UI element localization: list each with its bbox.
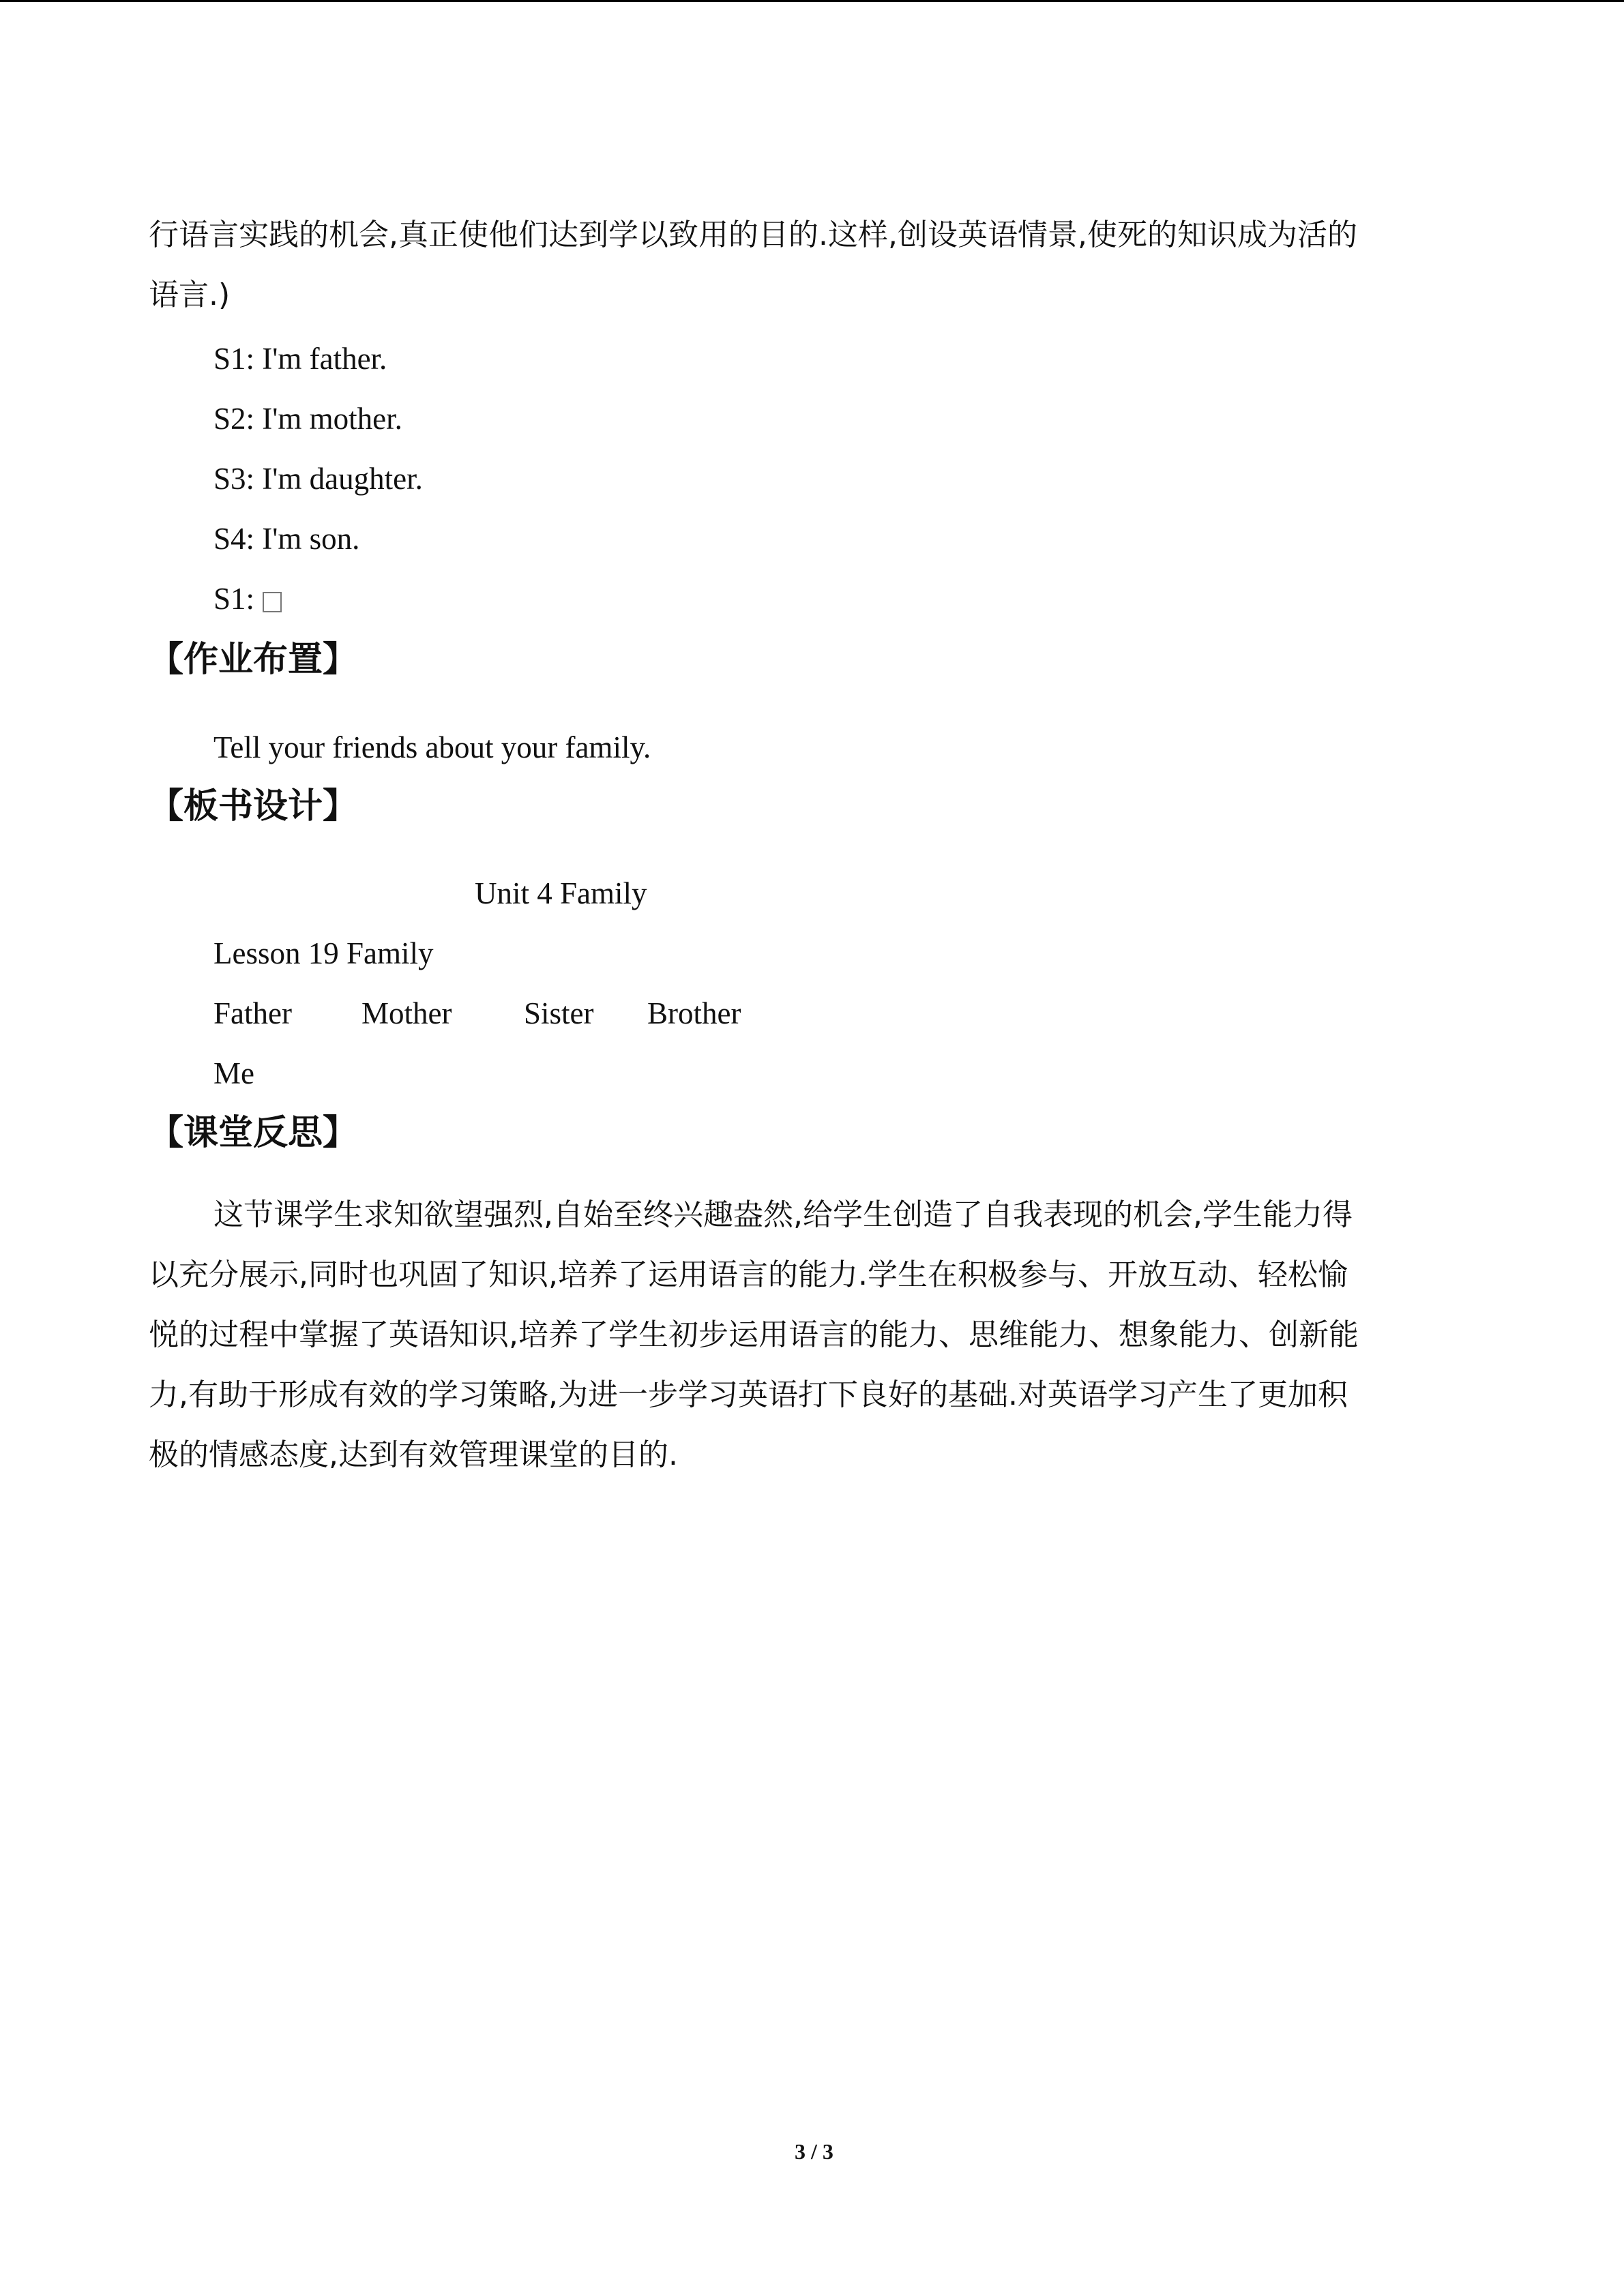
dialogue-line-5 [213, 578, 282, 619]
blank-box-icon [263, 592, 282, 612]
board-word-sister: Sister [524, 996, 594, 1030]
top-border [0, 0, 1624, 2]
dialogue-line-2: S2: I'm mother. [213, 402, 402, 436]
reflection-line-5: 极的情感态度,达到有效管理课堂的目的. [149, 1437, 678, 1472]
intro-line-1: 行语言实践的机会,真正使他们达到学以致用的目的.这样,创设英语情景,使死的知识成为活的 [149, 218, 1357, 252]
board-word-mother: Mother [361, 996, 452, 1030]
homework-text: Tell your friends about your family. [213, 730, 651, 764]
board-unit-title: Unit 4 Family [475, 876, 647, 910]
board-lesson-title: Lesson 19 Family [213, 936, 434, 970]
board-word-father: Father [213, 996, 292, 1030]
reflection-line-4: 力,有助于形成有效的学习策略,为进一步学习英语打下良好的基础.对英语学习产生了更加积 [149, 1377, 1348, 1412]
reflection-heading: 【课堂反思】 [149, 1113, 358, 1153]
intro-line-2: 语言.) [149, 278, 231, 312]
reflection-line-1: 这节课学生求知欲望强烈,自始至终兴趣盎然,给学生创造了自我表现的机会,学生能力得 [213, 1197, 1353, 1232]
reflection-line-2: 以充分展示,同时也巩固了知识,培养了运用语言的能力.学生在积极参与、开放互动、轻松愉 [149, 1257, 1348, 1292]
dialogue-line-1: S1: I'm father. [213, 342, 387, 376]
dialogue-line-5-text: S1: [213, 582, 255, 616]
dialogue-line-3: S3: I'm daughter. [213, 462, 423, 496]
board-word-brother: Brother [647, 996, 741, 1030]
page-number: 3 / 3 [795, 2139, 833, 2164]
board-word-me: Me [213, 1056, 254, 1090]
reflection-line-3: 悦的过程中掌握了英语知识,培养了学生初步运用语言的能力、思维能力、想象能力、创新能 [149, 1317, 1359, 1352]
homework-heading: 【作业布置】 [149, 640, 358, 680]
board-heading: 【板书设计】 [149, 786, 358, 826]
dialogue-line-4: S4: I'm son. [213, 522, 360, 556]
